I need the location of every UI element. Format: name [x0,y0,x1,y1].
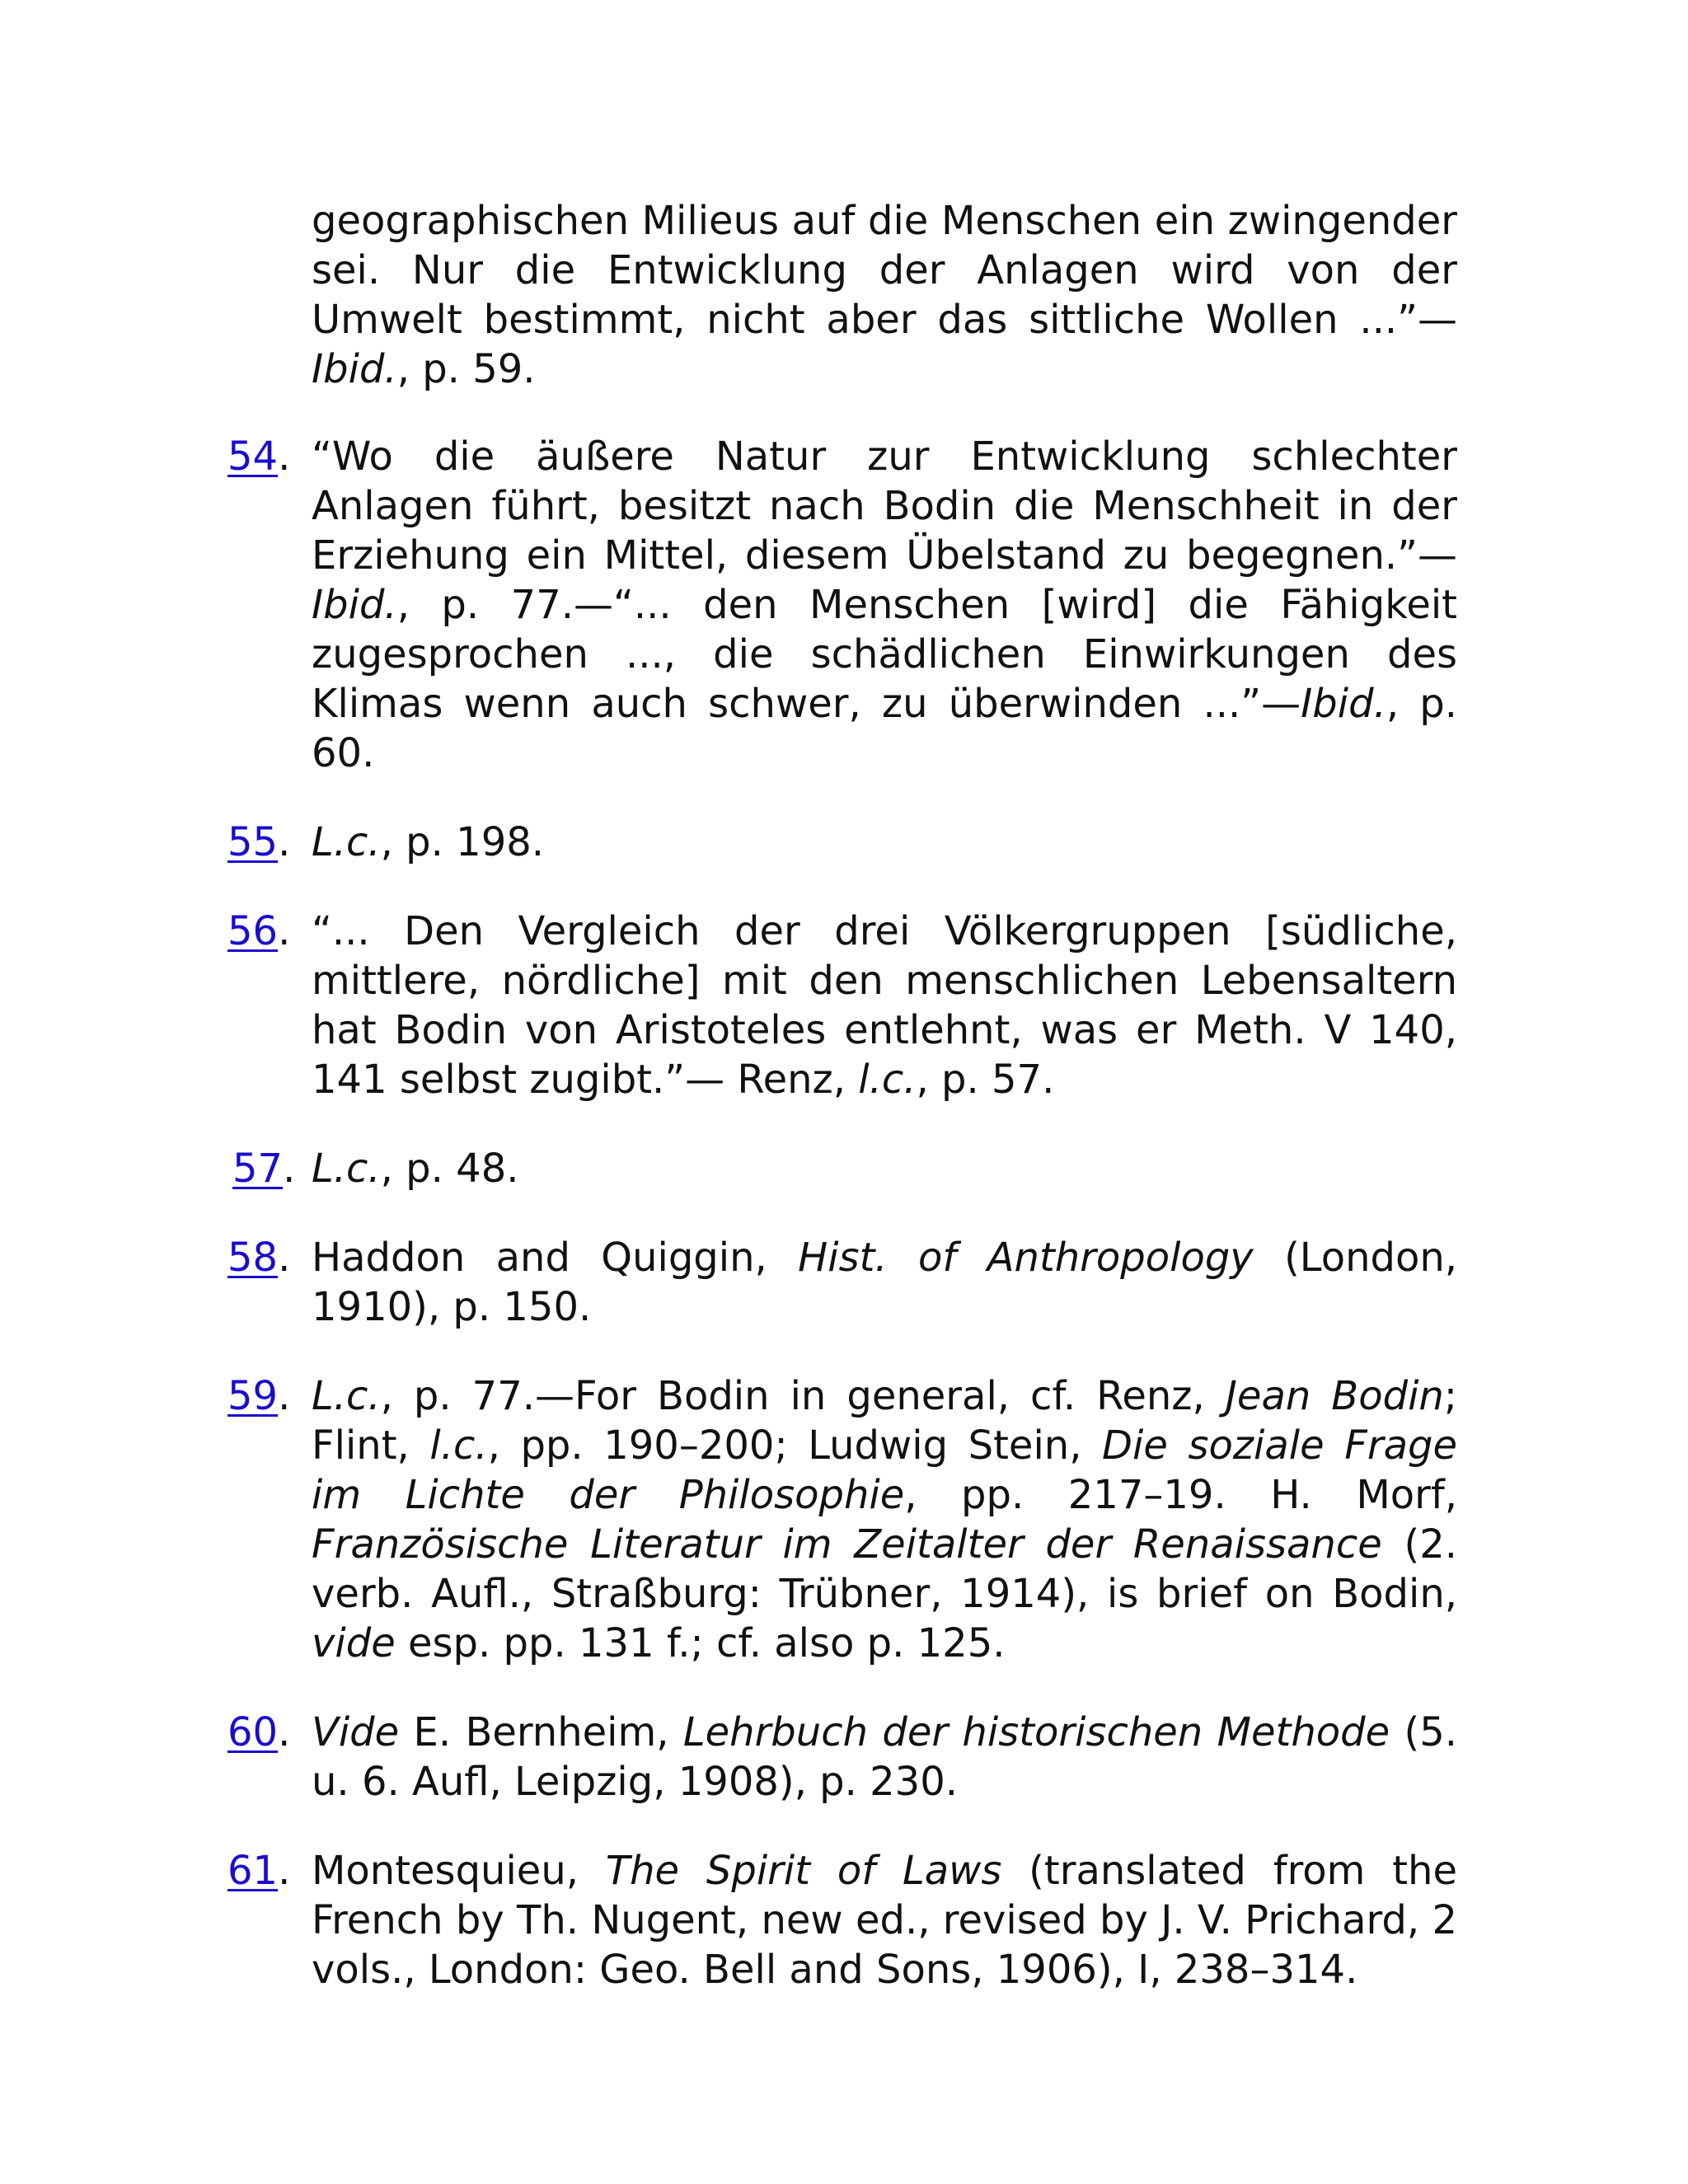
footnote-dot: . [278,908,291,954]
footnote-link-59[interactable]: 59 [227,1373,279,1419]
italic-segment: l.c. [429,1422,488,1469]
footnote-number [227,1708,290,1757]
text-segment: , p. 48. [380,1146,519,1192]
italic-segment: Ibid. [312,582,397,628]
text-segment: “Wo die äußere Natur zur Entwicklung schlechter Anlagen führt, besitzt nach Bodin die Menschheit in der Erziehung ein Mittel, diesem Übelstand zu begegnen.”— [312,434,1457,579]
continuation-page: , p. 59. [396,346,536,392]
footnote-number [227,818,290,867]
text-segment: Haddon and Quiggin, [312,1235,799,1281]
footnote-number [227,1371,290,1421]
italic-segment: l.c. [858,1057,917,1103]
footnote-text [312,1233,1457,1332]
text-segment: (2. verb. Aufl., Straßburg: Trübner, 1914), is brief on Bodin, [312,1521,1458,1617]
footnote-55 [227,818,1457,867]
text-segment: , p. 198. [380,819,545,865]
italic-segment: Lehrbuch der historischen Methode [682,1709,1390,1755]
text-segment: E. Bernheim, [399,1709,683,1755]
footnote-text [312,1144,1457,1193]
footnote-number [227,907,290,956]
footnote-link-56[interactable]: 56 [227,908,279,954]
footnote-continuation [312,196,1457,394]
footnote-dot: . [278,434,291,480]
footnotes-list [227,196,1458,2034]
italic-segment: vide [312,1620,396,1666]
italic-segment: L.c. [312,1146,381,1192]
footnote-dot: . [278,819,291,865]
text-segment: “... Den Vergleich der drei Völkergruppen [südliche, mittlere, nördliche] mit den menschlichen Lebensaltern hat Bodin von Aristoteles entlehnt, was er Meth. V 140, 141 selbst zugibt.”— Renz, [312,908,1457,1103]
footnote-link-61[interactable]: 61 [227,1848,279,1894]
footnote-59 [227,1371,1458,1668]
footnote-dot: . [278,1848,291,1894]
italic-segment: Jean Bodin [1225,1373,1444,1419]
footnote-dot: . [278,1235,291,1281]
footnote-56 [227,907,1457,1104]
text-segment: , pp. 217–19. H. Morf, [904,1472,1457,1518]
footnote-number [227,1233,290,1282]
footnote-text [312,1708,1457,1807]
footnote-number [227,1846,290,1896]
footnote-number [227,432,290,481]
continuation-ref: Ibid. [312,346,397,392]
italic-segment: Vide [312,1709,400,1755]
footnote-number [232,1144,295,1193]
footnote-54 [227,432,1457,778]
footnote-60 [227,1708,1458,1807]
footnote-text [312,1371,1457,1668]
italic-segment: Die soziale Frage im Lichte der Philosophie [312,1422,1457,1518]
text-segment: , p. 60. [312,681,1457,776]
footnote-61 [227,1846,1457,1994]
footnote-text [312,907,1457,1104]
italic-segment: L.c. [312,819,381,865]
italic-segment: Hist. of Anthropology [798,1235,1254,1281]
footnote-text [312,818,1457,867]
text-segment: (London, 1910), p. 150. [312,1235,1458,1330]
footnote-dot: . [278,1709,291,1755]
italic-segment: The Spirit of Laws [605,1848,1002,1894]
text-segment: , pp. 190–200; Ludwig Stein, [487,1422,1103,1469]
footnote-link-55[interactable]: 55 [227,819,279,865]
text-segment: , p. 77.—“... den Menschen [wird] die Fähigkeit zugesprochen ..., die schädlichen Einwirkungen des Klimas wenn auch schwer, zu überwinden ...”— [312,582,1457,727]
italic-segment: L.c. [312,1373,381,1419]
continuation-text: geographischen Milieus auf die Menschen ein zwingender sei. Nur die Entwicklung der Anlagen wird von der Umwelt bestimmt, nicht aber das sittliche Wollen ...”— [312,198,1457,343]
footnote-link-60[interactable]: 60 [227,1709,279,1755]
footnote-link-58[interactable]: 58 [227,1235,279,1281]
text-segment: ; Flint, [312,1373,1458,1469]
text-segment: Montesquieu, [312,1848,606,1894]
text-segment: , p. 57. [916,1057,1055,1103]
italic-segment: Französische Literatur im Zeitalter der Renaissance [312,1521,1382,1568]
footnote-57 [232,1144,1457,1193]
text-segment: esp. pp. 131 f.; cf. also p. 125. [395,1620,1006,1666]
footnote-text [312,1846,1457,1994]
footnote-58 [227,1233,1458,1332]
footnote-text [312,432,1457,778]
footnote-dot: . [283,1146,296,1192]
italic-segment: Ibid. [1301,681,1386,727]
footnote-dot: . [278,1373,291,1419]
text-segment: (5. u. 6. Aufl, Leipzig, 1908), p. 230. [312,1709,1458,1805]
footnote-link-57[interactable]: 57 [232,1146,284,1192]
footnote-link-54[interactable]: 54 [227,434,279,480]
text-segment: , p. 77.—For Bodin in general, cf. Renz, [380,1373,1226,1419]
text-segment: (translated from the French by Th. Nugent, new ed., revised by J. V. Prichard, 2 vols., London: Geo. Bell and Sons, 1906), I, 238–314. [312,1848,1457,1993]
